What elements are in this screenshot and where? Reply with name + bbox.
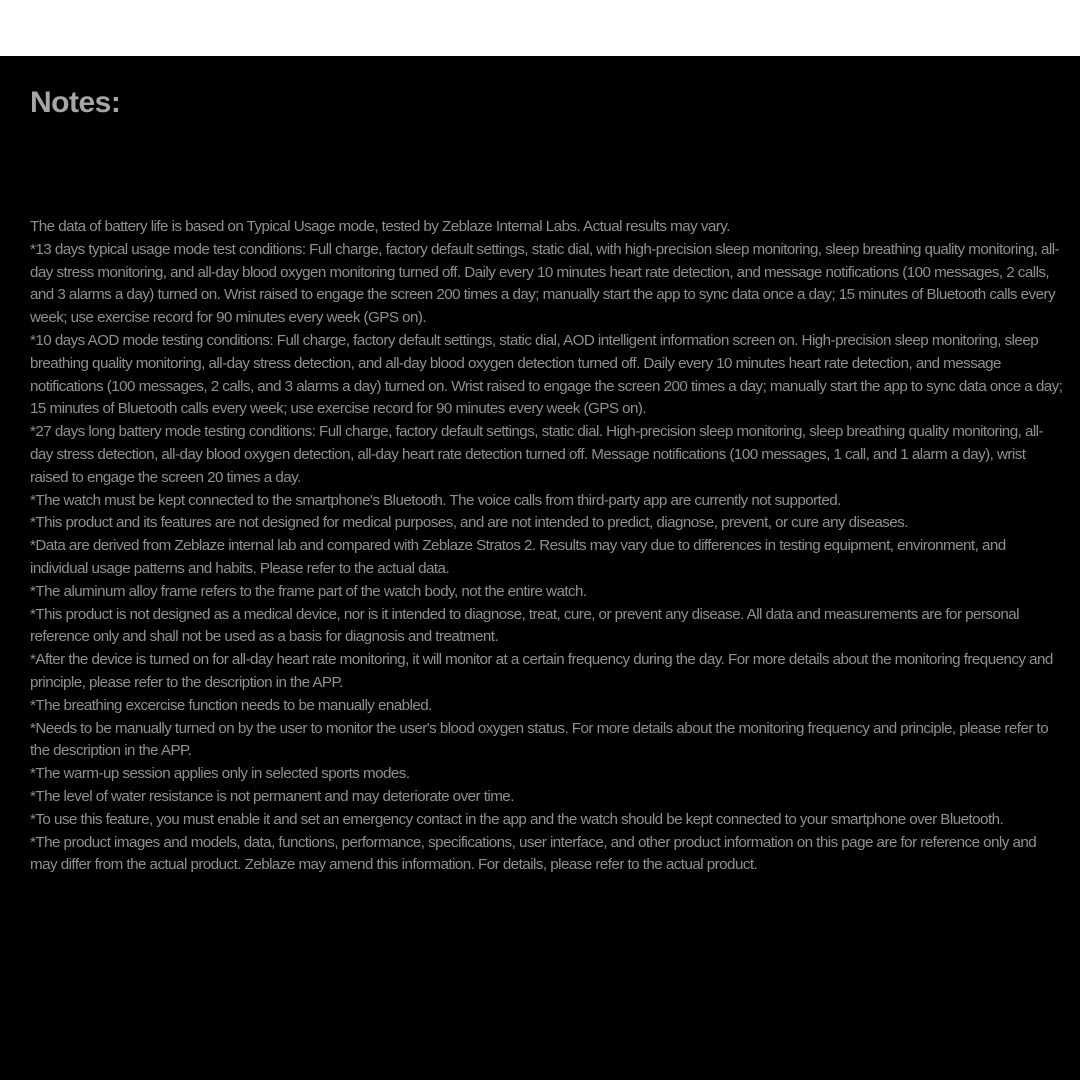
- notes-heading: Notes:: [30, 86, 121, 119]
- note-internal-lab-data: *Data are derived from Zeblaze internal lab and compared with Zeblaze Stratos 2. Results may vary due to differences in testing equipment, environment, and individual usage patterns and habits. Please refer to the actual data.: [30, 537, 1006, 577]
- note-emergency-contact: *To use this feature, you must enable it and set an emergency contact in the app and the watch should be kept connected to your smartphone over Bluetooth.: [30, 810, 1004, 828]
- top-white-strip: [0, 0, 1080, 56]
- note-breathing-exercise: *The breathing excercise function needs to be manually enabled.: [30, 696, 432, 714]
- note-13-days-typical-mode: *13 days typical usage mode test conditions: Full charge, factory default settings, static dial, with high-precision sleep monitoring, sleep breathing quality monitoring, all-day stress monitoring, and all-day blood oxygen monitoring turned off. Daily every 10 minutes heart rate detection, and message notifications (100 messages, 2 calls, and 3 alarms a day) turned on. Wrist raised to engage the screen 200 times a day; manually start the app to sync data once a day; 15 minutes of Bluetooth calls every week; use exercise record for 90 minutes every week (GPS on).: [30, 240, 1060, 327]
- note-not-medical-device: *This product is not designed as a medical device, nor is it intended to diagnose, treat, cure, or prevent any disease. All data and measurements are for personal reference only and shall not be used as a basis for diagnosis and treatment.: [30, 605, 1019, 646]
- note-heart-rate-monitoring: *After the device is turned on for all-day heart rate monitoring, it will monitor at a certain frequency during the day. For more details about the monitoring frequency and principle, please refer to the description in the APP.: [30, 651, 1053, 691]
- notes-body: [30, 216, 1065, 877]
- note-27-days-long-battery-mode: *27 days long battery mode testing conditions: Full charge, factory default settings, static dial. High-precision sleep monitoring, sleep breathing quality monitoring, all-day stress detection, all-day blood oxygen detection, all-day heart rate detection turned off. Message notifications (100 messages, 1 call, and 1 alarm a day), wrist raised to engage the screen 20 times a day.: [30, 423, 1043, 486]
- note-battery-life: The data of battery life is based on Typical Usage mode, tested by Zeblaze Internal Labs. Actual results may vary.: [30, 218, 730, 235]
- note-bluetooth-connection: *The watch must be kept connected to the smartphone's Bluetooth. The voice calls from third-party app are currently not supported.: [30, 491, 841, 509]
- note-10-days-aod-mode: *10 days AOD mode testing conditions: Full charge, factory default settings, static dial, AOD intelligent information screen on. High-precision sleep monitoring, sleep breathing quality monitoring, all-day stress detection, and all-day blood oxygen detection turned off. Daily every 10 minutes heart rate detection, and message notifications (100 messages, 2 calls, and 3 alarms a day) turned on. Wrist raised to engage the screen 200 times a day; manually start the app to sync data once a day; 15 minutes of Bluetooth calls every week; use exercise record for 90 minutes every week (GPS on).: [30, 331, 1063, 418]
- note-not-medical-purpose: *This product and its features are not designed for medical purposes, and are not intended to predict, diagnose, prevent, or cure any diseases.: [30, 514, 908, 532]
- note-water-resistance: *The level of water resistance is not permanent and may deteriorate over time.: [30, 787, 514, 805]
- note-aluminum-frame: *The aluminum alloy frame refers to the frame part of the watch body, not the entire watch.: [30, 582, 587, 600]
- note-blood-oxygen: *Needs to be manually turned on by the user to monitor the user's blood oxygen status. For more details about the monitoring frequency and principle, please refer to the description in the APP.: [30, 719, 1049, 760]
- note-product-information: *The product images and models, data, functions, performance, specifications, user interface, and other product information on this page are for reference only and may differ from the actual product. Zeblaze may amend this information. For details, please refer to the actual product.: [30, 833, 1037, 874]
- note-warm-up-session: *The warm-up session applies only in selected sports modes.: [30, 765, 410, 783]
